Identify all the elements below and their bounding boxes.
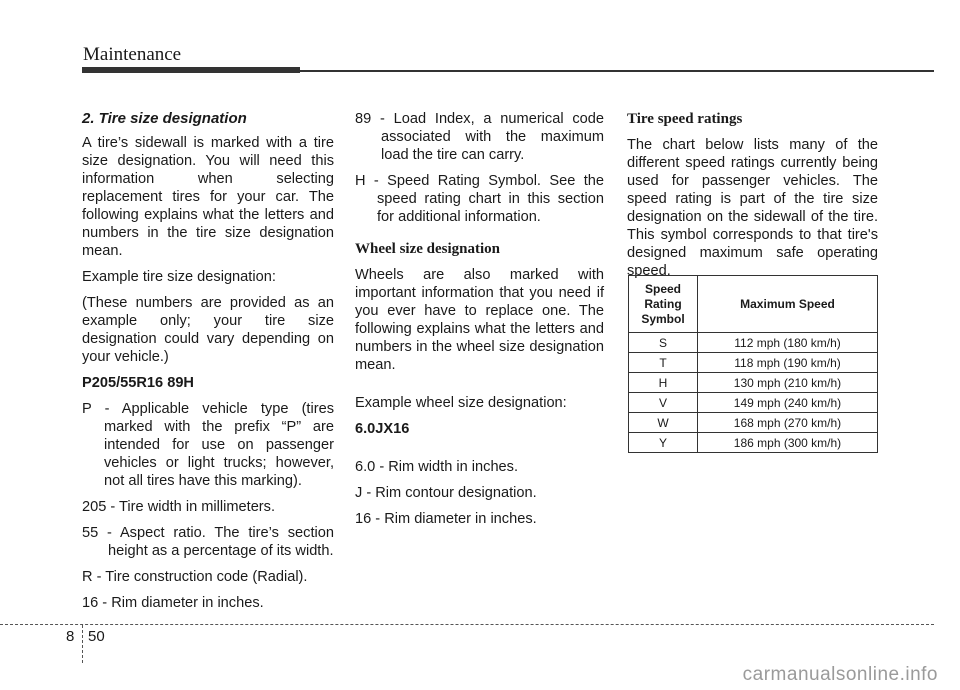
table-cell-symbol: T [629, 353, 698, 373]
list-item: 89 - Load Index, a numerical code associated with the maximum load the tire can carry. [355, 111, 604, 163]
table-cell-speed: 168 mph (270 km/h) [698, 413, 878, 433]
table-cell-symbol: V [629, 393, 698, 413]
table-header-symbol: Speed Rating Symbol [629, 276, 698, 333]
footer-divider [82, 625, 83, 663]
tire-size-example-label: Example tire size designation: [82, 269, 276, 285]
table-cell-speed: 130 mph (210 km/h) [698, 373, 878, 393]
section-number: 8 [66, 628, 75, 645]
list-item: J - Rim contour designation. [355, 485, 537, 501]
column-3 [627, 110, 878, 288]
list-item: 16 - Rim diameter in inches. [355, 511, 537, 527]
header-accent-bar [82, 67, 300, 73]
list-item: P - Applicable vehicle type (tires marked with the prefix “P” are intended for use on passenger vehicles or light trucks; however, not all tires have this marking). [82, 401, 334, 489]
watermark: carmanualsonline.info [742, 664, 938, 685]
list-item: R - Tire construction code (Radial). [82, 569, 308, 585]
table-header-row [629, 276, 878, 333]
tire-size-note: (These numbers are provided as an example only; your tire size designation could vary depending on your vehicle.) [82, 295, 334, 365]
table-cell-speed: 186 mph (300 km/h) [698, 433, 878, 453]
footer-rule [0, 624, 934, 625]
table-cell-speed: 112 mph (180 km/h) [698, 333, 878, 353]
table-row [629, 433, 878, 453]
tire-size-heading: 2. Tire size designation [82, 110, 247, 127]
table-row [629, 373, 878, 393]
list-item: H - Speed Rating Symbol. See the speed rating chart in this section for additional information. [355, 173, 604, 225]
table-row [629, 413, 878, 433]
table-cell-speed: 149 mph (240 km/h) [698, 393, 878, 413]
wheel-size-heading: Wheel size designation [355, 241, 500, 257]
table-row [629, 393, 878, 413]
speed-ratings-heading: Tire speed ratings [627, 111, 743, 127]
table-cell-symbol: W [629, 413, 698, 433]
wheel-size-intro: Wheels are also marked with important information that you need if you ever have to replace one. The following explains what the letters and numbers in the wheel size designation mean. [355, 267, 604, 373]
column-1 [82, 110, 334, 620]
list-item: 16 - Rim diameter in inches. [82, 595, 264, 611]
table-cell-speed: 118 mph (190 km/h) [698, 353, 878, 373]
page-header-title: Maintenance [83, 44, 182, 65]
table-cell-symbol: Y [629, 433, 698, 453]
list-item: 55 - Aspect ratio. The tire’s section height as a percentage of its width. [82, 525, 334, 559]
wheel-size-example-label: Example wheel size designation: [355, 395, 567, 411]
table-row [629, 353, 878, 373]
tire-size-intro: A tire’s sidewall is marked with a tire size designation. You will need this information when selecting replacement tires for your car. The following explains what the letters and numbers in the tire size designation mean. [82, 135, 334, 259]
page-number: 50 [88, 628, 105, 645]
tire-size-example: P205/55R16 89H [82, 375, 194, 391]
list-item: 205 - Tire width in millimeters. [82, 499, 276, 515]
wheel-size-example: 6.0JX16 [355, 421, 410, 437]
table-cell-symbol: H [629, 373, 698, 393]
table-header-speed: Maximum Speed [698, 276, 878, 333]
column-2 [355, 110, 604, 536]
table-row [629, 333, 878, 353]
table-cell-symbol: S [629, 333, 698, 353]
speed-rating-table [628, 275, 878, 453]
speed-ratings-intro: The chart below lists many of the different speed ratings currently being used for passenger vehicles. The speed rating is part of the tire size designation on the sidewall of the tire. This symbol corresponds to that tire's designed maximum safe operating speed. [627, 137, 878, 279]
list-item: 6.0 - Rim width in inches. [355, 459, 519, 475]
